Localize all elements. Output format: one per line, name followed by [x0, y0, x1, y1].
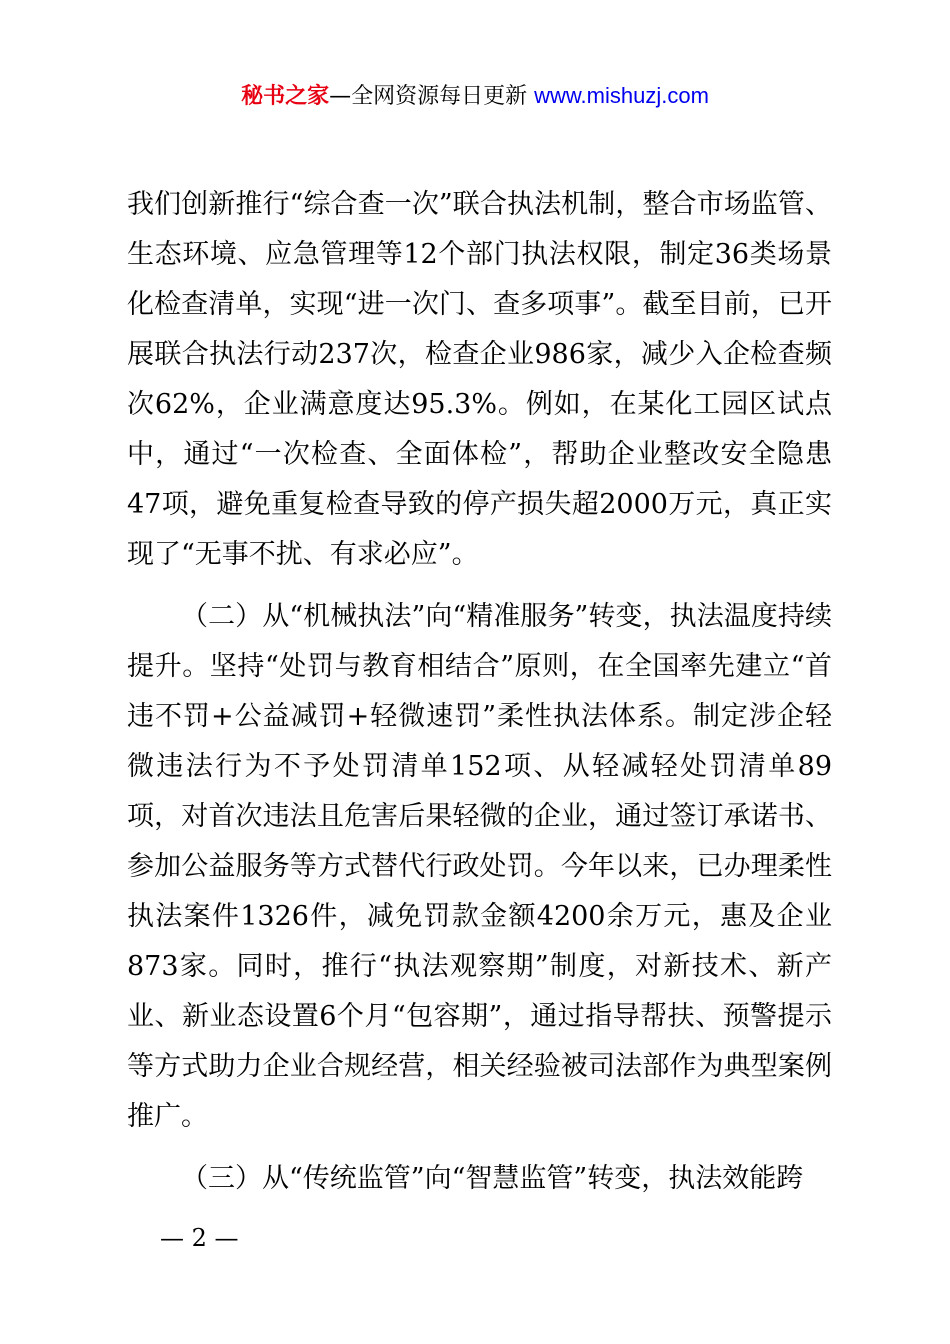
header-slogan: —全网资源每日更新 [329, 84, 535, 109]
site-header [0, 80, 950, 113]
document-body [127, 180, 832, 1204]
paragraph-3: （三）从“传统监管”向“智慧监管”转变，执法效能跨 [181, 1163, 804, 1194]
paragraph-1: 我们创新推行“综合查一次”联合执法机制，整合市场监管、生态环境、应急管理等12个部门执法权限，制定36类场景化检查清单，实现“进一次门、查多项事”。截至目前，已开展联合执法行动237次，检查企业986家，减少入企检查频次62%，企业满意度达95.3%。例如，在某化工园区试点中，通过“一次检查、全面体检”，帮助企业整改安全隐患47项，避免重复检查导致的停产损失超2000万元，真正实现了“无事不扰、有求必应”。 [127, 189, 832, 570]
brand-name: 秘书之家 [241, 84, 330, 109]
site-url-link[interactable]: www.mishuzj.com [534, 83, 709, 108]
page-number: — 2 — [160, 1224, 239, 1252]
paragraph-2: （二）从“机械执法”向“精准服务”转变，执法温度持续提升。坚持“处罚与教育相结合”原则，在全国率先建立“首违不罚+公益减罚+轻微速罚”柔性执法体系。制定涉企轻微违法行为不予处罚清单152项、从轻减轻处罚清单89项，对首次违法且危害后果轻微的企业，通过签订承诺书、参加公益服务等方式替代行政处罚。今年以来，已办理柔性执法案件1326件，减免罚款金额4200余万元，惠及企业873家。同时，推行“执法观察期”制度，对新技术、新产业、新业态设置6个月“包容期”，通过指导帮扶、预警提示等方式助力企业合规经营，相关经验被司法部作为典型案例推广。 [127, 601, 832, 1132]
